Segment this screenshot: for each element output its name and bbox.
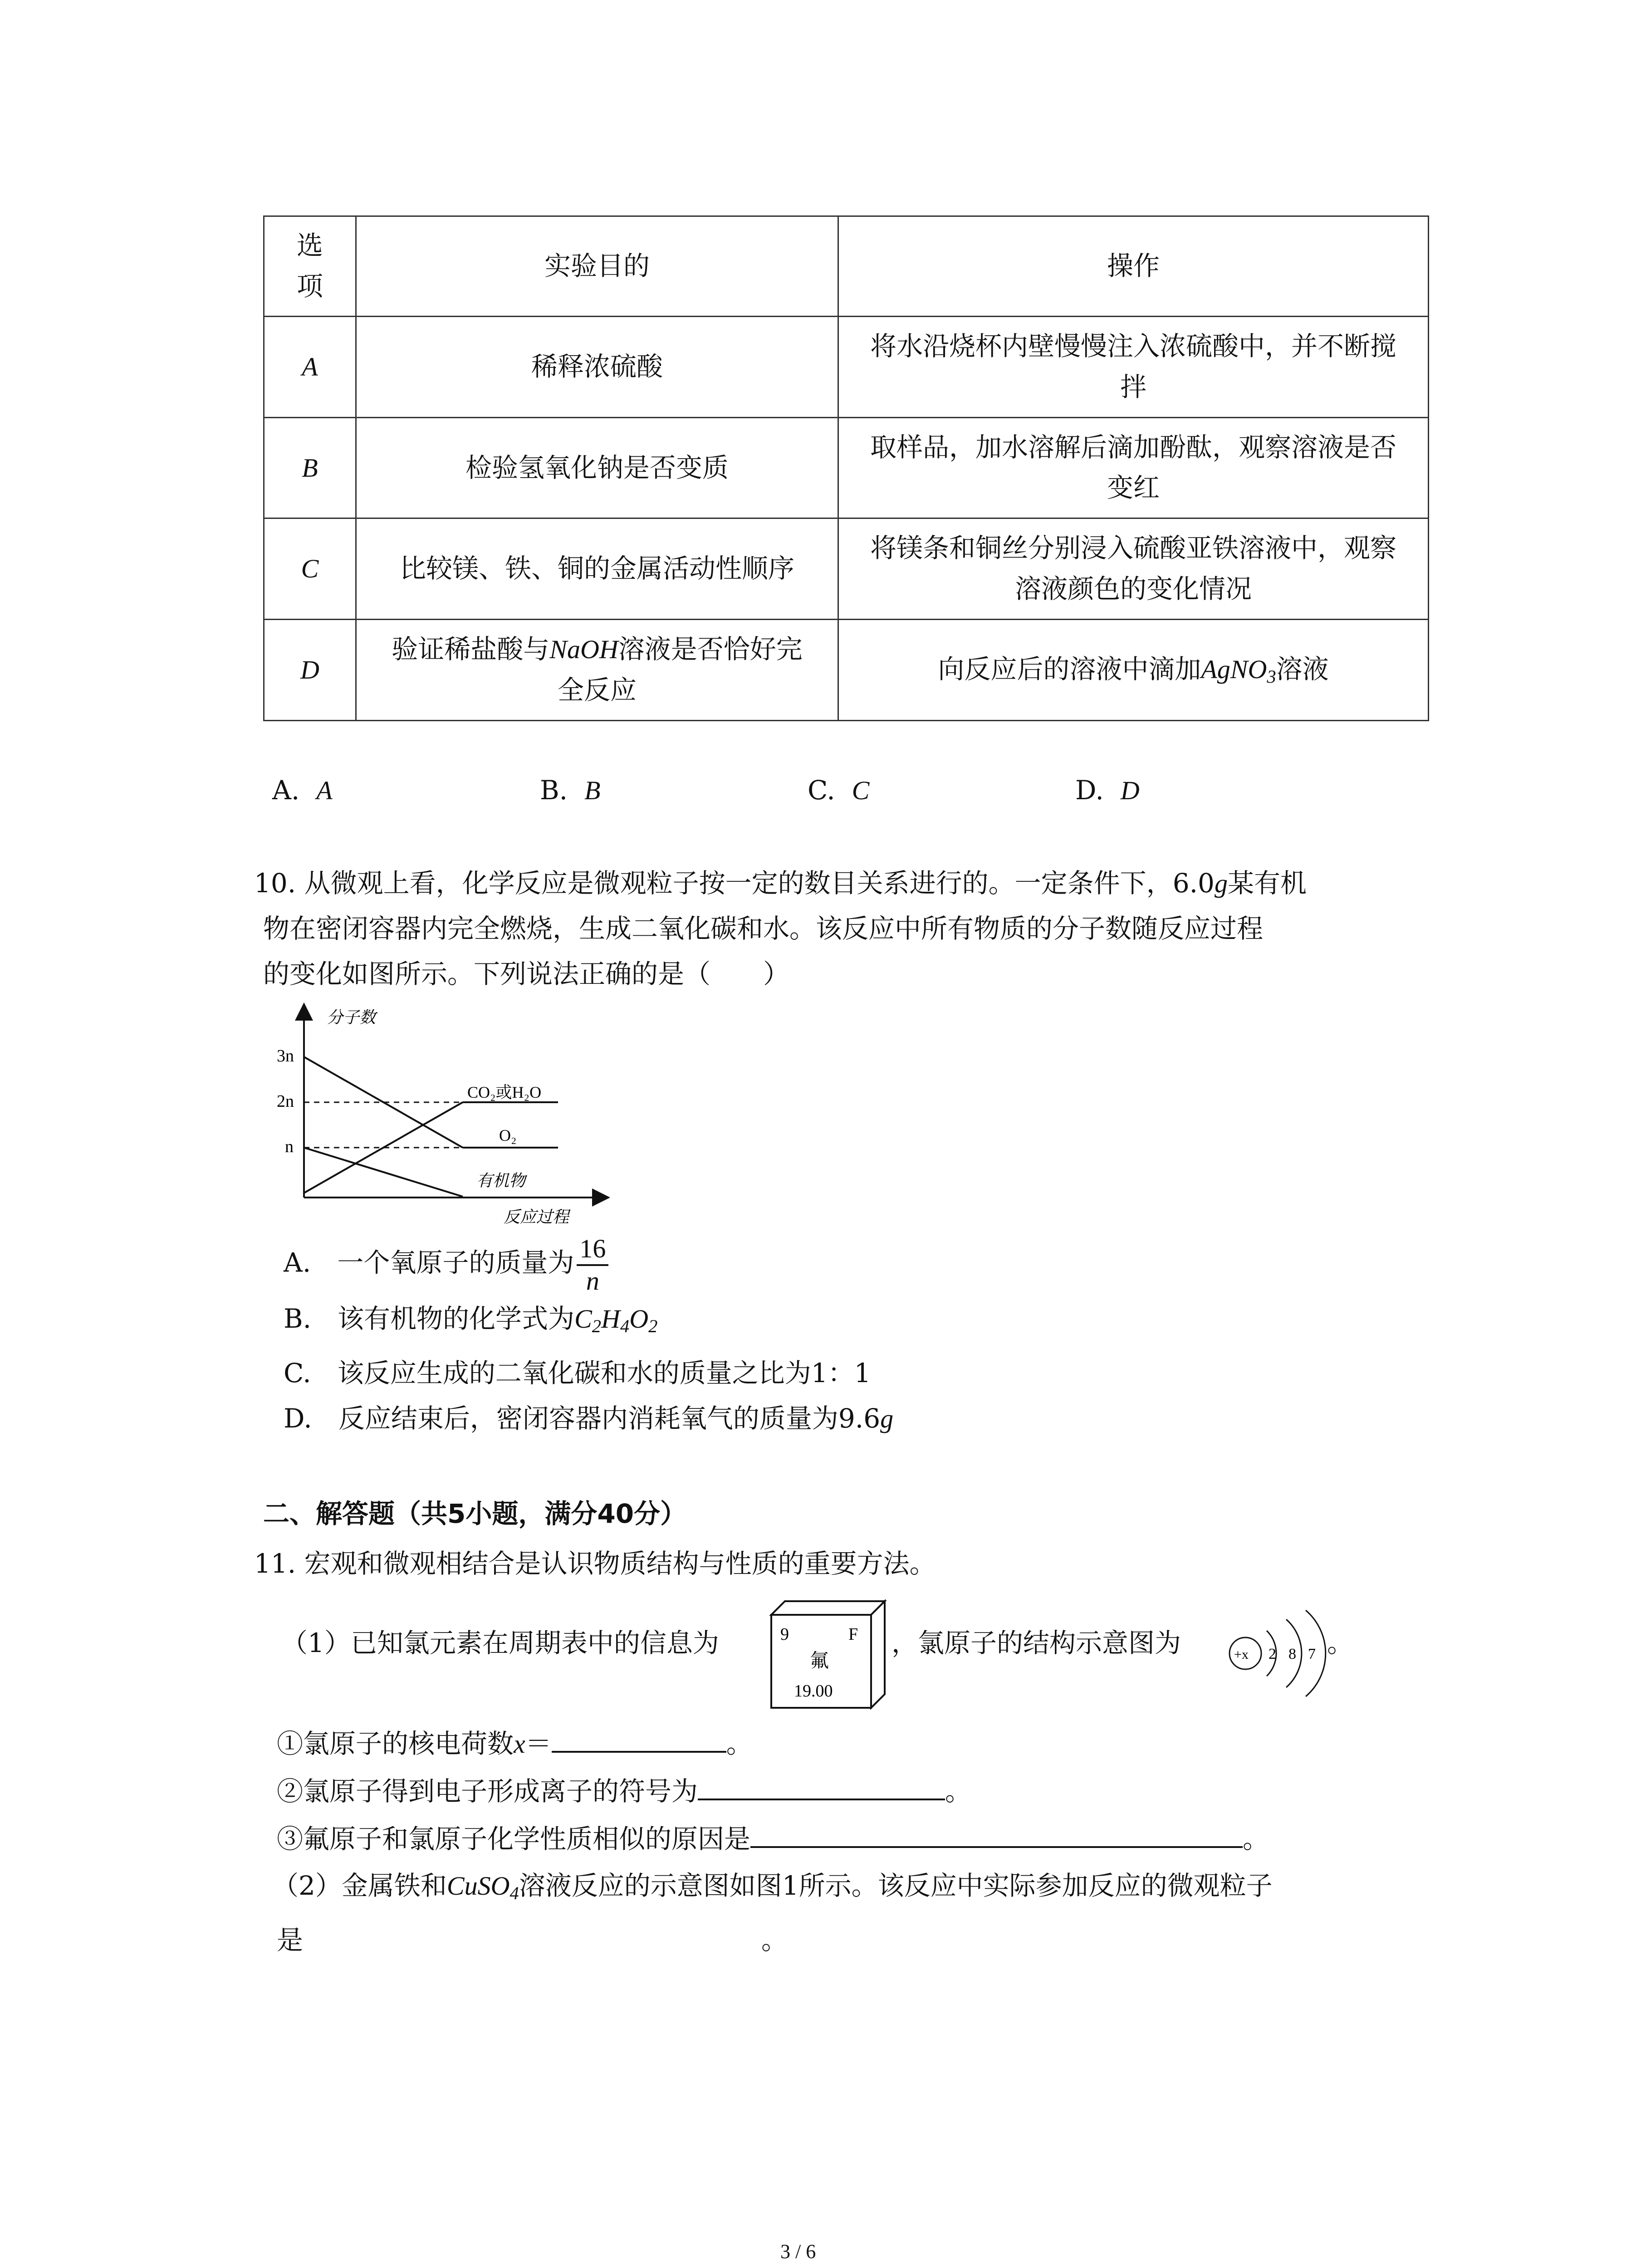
q10-choice-b[interactable] xyxy=(284,1302,657,1339)
q10-text: 10. 从微观上看，化学反应是微观粒子按一定的数目关系进行的。一定条件下， xyxy=(254,868,1173,899)
choice-label: B. xyxy=(540,775,568,806)
choice-label: D. xyxy=(1075,775,1104,806)
label-co2-h2o: CO₂或H₂O xyxy=(467,1083,542,1101)
row-purpose: 比较镁、铁、铜的金属活动性顺序 xyxy=(356,518,838,620)
ytick-3n: 3n xyxy=(277,1046,294,1066)
formula-sub: 2 xyxy=(592,1316,602,1337)
experiment-table xyxy=(263,215,1429,721)
formula-agno3-sub: 3 xyxy=(1267,666,1276,687)
formula-sub: 2 xyxy=(648,1316,658,1337)
row-operation xyxy=(838,620,1429,721)
formula-sub: 4 xyxy=(509,1883,519,1904)
purpose-text: 溶液是否恰好完全反应 xyxy=(557,634,803,706)
q10-stem-line3: 的变化如图所示。下列说法正确的是（ ） xyxy=(263,958,790,989)
q11-part1-mid: ，氯原子的结构示意图为 xyxy=(892,1628,1181,1658)
q11-text: （1）已知氯元素在周期表中的信息为 xyxy=(281,1628,719,1658)
var-x: x xyxy=(514,1729,525,1759)
q11-text: ②氯原子得到电子形成离子的符号为 xyxy=(277,1776,698,1807)
formula-c2h4o2 xyxy=(574,1304,658,1337)
fraction-denominator: n xyxy=(586,1266,599,1295)
formula-part: H xyxy=(601,1304,620,1334)
choice-text: A. 一个氧原子的质量为 xyxy=(284,1247,574,1278)
q10-text: 某有机 xyxy=(1227,868,1307,899)
q10-choice-c[interactable]: C. 该反应生成的二氧化碳和水的质量之比为1：1 xyxy=(284,1358,871,1388)
choice-value: C xyxy=(852,776,870,805)
q11-sub3 xyxy=(277,1819,1269,1856)
atom-structure-diagram xyxy=(1225,1603,1343,1703)
row-purpose: 检验氢氧化钠是否变质 xyxy=(356,417,838,518)
q11-text: 。 xyxy=(945,1776,972,1807)
table-row xyxy=(264,417,1429,518)
table-header-row xyxy=(264,216,1429,317)
element-card-figure xyxy=(767,1597,889,1710)
label-organic: 有机物 xyxy=(476,1172,526,1190)
card-side-face xyxy=(871,1601,885,1708)
table-row xyxy=(264,620,1429,721)
formula-naoh: NaOH xyxy=(549,635,618,665)
q11-sub2 xyxy=(277,1771,971,1809)
element-number: 9 xyxy=(780,1625,789,1644)
element-symbol: F xyxy=(848,1625,858,1644)
table-row xyxy=(264,316,1429,417)
q11-text: （2）金属铁和 xyxy=(272,1870,447,1901)
row-operation: 取样品，加水溶解后滴加酚酞，观察溶液是否变红 xyxy=(838,417,1429,518)
ytick-2n: 2n xyxy=(277,1092,294,1111)
shell-electrons-1: 2 xyxy=(1269,1646,1276,1662)
q11-text: 溶液反应的示意图如图1所示。该反应中实际参加反应的微观粒子 xyxy=(519,1870,1273,1901)
answer-blank-3[interactable] xyxy=(750,1819,1243,1848)
card-top-face xyxy=(771,1601,885,1615)
row-operation: 将镁条和铜丝分别浸入硫酸亚铁溶液中，观察溶液颜色的变化情况 xyxy=(838,518,1429,620)
q10-molecule-chart xyxy=(263,1002,626,1225)
row-option: C xyxy=(264,518,356,620)
choice-value: A xyxy=(316,776,333,805)
q10-choice-a[interactable] xyxy=(284,1234,608,1296)
q11-part1 xyxy=(281,1626,719,1660)
equals-sign: ＝ xyxy=(525,1728,552,1759)
choice-label: A. xyxy=(272,775,300,806)
row-purpose: 稀释浓硫酸 xyxy=(356,316,838,417)
ytick-n: n xyxy=(285,1137,294,1156)
q11-intro: 11. 宏观和微观相结合是认识物质结构与性质的重要方法。 xyxy=(254,1548,936,1579)
choice-unit: g xyxy=(880,1404,894,1433)
q10-choice-d[interactable] xyxy=(284,1402,893,1436)
q11-text: ③氟原子和氯原子化学性质相似的原因是 xyxy=(277,1823,751,1854)
x-axis-label: 反应过程 xyxy=(504,1208,569,1225)
operation-text: 向反应后的溶液中滴加 xyxy=(938,653,1201,684)
choice-text: B. 该有机物的化学式为 xyxy=(284,1303,575,1334)
element-name: 氟 xyxy=(810,1649,829,1672)
fraction-numerator: 16 xyxy=(577,1234,608,1266)
fraction-16-over-n xyxy=(577,1234,608,1296)
choice-value: B xyxy=(584,776,601,805)
formula-part: O xyxy=(629,1304,649,1334)
choice-label: C. xyxy=(808,775,835,806)
q10-stem-line2: 物在密闭容器内完全燃烧，生成二氧化碳和水。该反应中所有物质的分子数随反应过程 xyxy=(263,913,1264,944)
header-option: 选 项 xyxy=(264,216,356,317)
header-operation: 操作 xyxy=(838,216,1429,317)
q11-text: 是 xyxy=(277,1925,304,1955)
label-o2: O₂ xyxy=(499,1126,517,1144)
q11-part2 xyxy=(272,1869,1273,1906)
q10-unit: g xyxy=(1214,869,1228,898)
choice-mass: 9.6 xyxy=(838,1403,881,1434)
q10-mass: 6.0 xyxy=(1172,868,1215,899)
q11-sub1 xyxy=(277,1724,753,1761)
row-option: D xyxy=(264,620,356,721)
formula-agno3 xyxy=(1201,654,1276,687)
q10-stem-line1 xyxy=(254,866,1307,900)
row-purpose xyxy=(356,620,838,721)
q11-text: 。 xyxy=(726,1728,753,1759)
choice-value: D xyxy=(1120,776,1140,805)
purpose-text: 验证稀盐酸与 xyxy=(392,634,550,665)
q9-choice-c[interactable] xyxy=(808,773,869,807)
section2-title: 二、解答题（共5小题，满分40分） xyxy=(263,1498,687,1529)
formula-sub: 4 xyxy=(620,1316,630,1337)
shell-electrons-2: 8 xyxy=(1288,1646,1296,1662)
q9-choice-b[interactable] xyxy=(540,773,600,807)
element-mass: 19.00 xyxy=(794,1681,833,1701)
formula-part: C xyxy=(574,1304,592,1334)
row-operation: 将水沿烧杯内壁慢慢注入浓硫酸中，并不断搅拌 xyxy=(838,316,1429,417)
row-option: A xyxy=(264,316,356,417)
formula-cuso4 xyxy=(446,1871,519,1904)
nucleus-charge: +x xyxy=(1234,1647,1249,1662)
formula-agno3-main: AgNO xyxy=(1201,654,1267,684)
q9-choice-a[interactable] xyxy=(272,773,333,807)
table-row xyxy=(264,518,1429,620)
row-option: B xyxy=(264,417,356,518)
q11-part2-line2 xyxy=(277,1923,788,1957)
q11-text: 。 xyxy=(1243,1823,1269,1854)
line-organic xyxy=(304,1148,463,1197)
answer-blank-1[interactable] xyxy=(552,1724,726,1753)
operation-text: 溶液 xyxy=(1276,653,1329,684)
page-number: 3 / 6 xyxy=(780,2240,816,2263)
answer-blank-2[interactable] xyxy=(698,1771,945,1800)
q9-choice-d[interactable] xyxy=(1075,773,1140,807)
q11-part1-end: 。 xyxy=(1327,1628,1354,1658)
shell-electrons-3: 7 xyxy=(1308,1646,1316,1662)
header-purpose: 实验目的 xyxy=(356,216,838,317)
q11-text: 。 xyxy=(761,1925,788,1955)
y-axis-label: 分子数 xyxy=(327,1008,376,1027)
formula-main: CuSO xyxy=(446,1871,510,1901)
choice-text: D. 反应结束后，密闭容器内消耗氧气的质量为 xyxy=(284,1403,838,1434)
q11-text: ①氯原子的核电荷数 xyxy=(277,1728,514,1759)
